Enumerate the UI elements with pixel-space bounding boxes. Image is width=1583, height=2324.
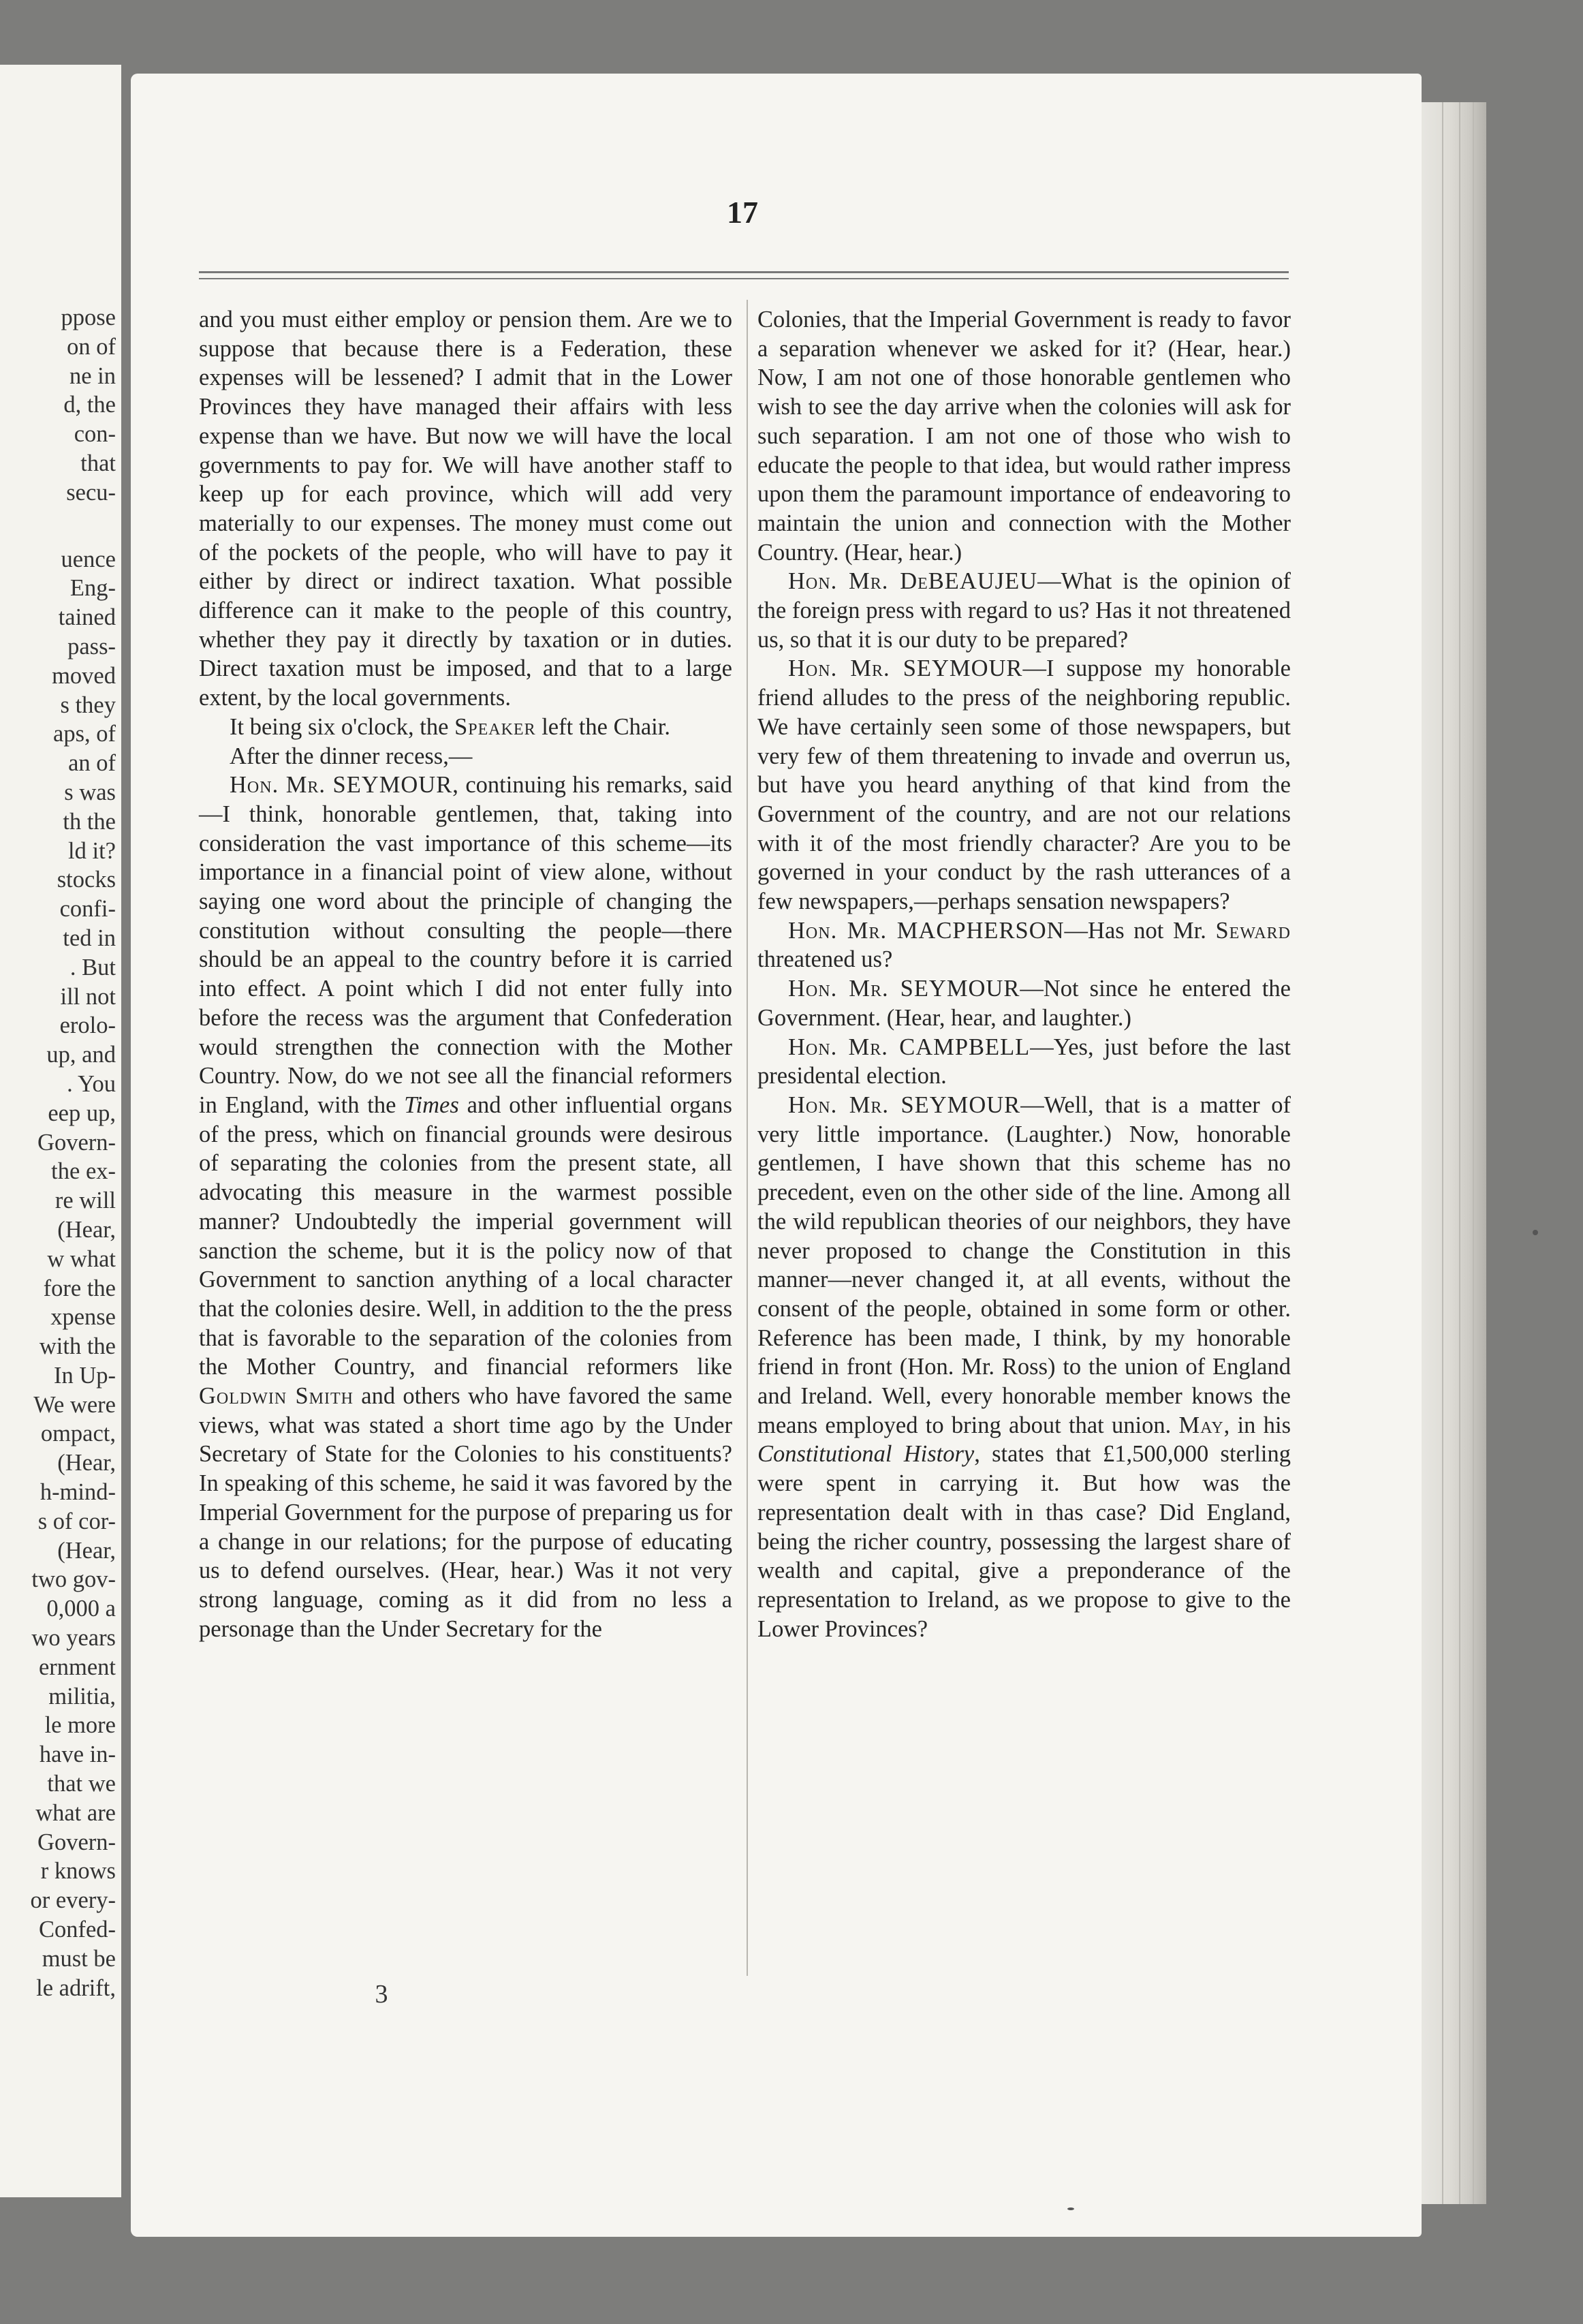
left-page-line: secu- bbox=[66, 479, 116, 506]
left-page-line: or every- bbox=[30, 1887, 116, 1914]
left-page-line: pass- bbox=[67, 633, 116, 660]
left-page-line: . But bbox=[69, 954, 116, 980]
left-page-line: on of bbox=[67, 333, 116, 360]
left-page-line: ernment bbox=[38, 1654, 116, 1680]
left-page-fragment bbox=[0, 65, 121, 2197]
speaker-name: Hon. Mr. CAMPBELL bbox=[788, 1034, 1031, 1060]
left-page-line: ill not bbox=[60, 983, 116, 1010]
page-number: 17 bbox=[727, 195, 758, 230]
left-page-line: fore the bbox=[43, 1275, 116, 1301]
speaker-name: Hon. Mr. SEYMOUR bbox=[788, 655, 1023, 682]
left-column bbox=[199, 305, 732, 1643]
left-page-line: Confed- bbox=[38, 1917, 116, 1943]
left-page-text bbox=[0, 303, 116, 2002]
left-page-line: In Up- bbox=[53, 1362, 116, 1389]
left-page-line: ne in bbox=[69, 362, 116, 389]
left-page-line: . You bbox=[67, 1070, 116, 1097]
left-page-line: 0,000 a bbox=[46, 1596, 116, 1622]
left-page-line: that bbox=[80, 450, 116, 476]
column-divider bbox=[747, 300, 748, 1976]
left-page-line: erolo- bbox=[59, 1012, 116, 1039]
header-rule-top bbox=[199, 271, 1289, 273]
paragraph: and you must either employ or pension them. Are we to suppose that because there is a Federation, these expenses will be lessened? I admit that in the Lower Provinces they have managed their affairs with less expense than we have. But now we will have the local governments to pay for. We will have another staff to keep up for each province, which will add very materially to our expenses. The money must come out of the pockets of the people, who will have to pay it either by direct or indirect taxation. What possible difference can it make to the people of this country, whether they pay it directly by taxation or in duties. Direct taxation must be imposed, and that to a large extent, by the local governments. bbox=[199, 307, 732, 711]
left-page-line: h-mind- bbox=[40, 1479, 116, 1506]
paragraph: After the dinner recess,— bbox=[230, 743, 473, 769]
left-page-line: Eng- bbox=[69, 575, 116, 602]
left-page-line: ted in bbox=[63, 925, 116, 951]
left-page-line: stocks bbox=[57, 867, 116, 893]
dust-speck bbox=[1067, 2207, 1074, 2210]
left-page-line: le more bbox=[44, 1712, 116, 1739]
header-rule-bottom bbox=[199, 278, 1289, 279]
left-page-line: (Hear, bbox=[57, 1450, 116, 1476]
left-page-line: confi- bbox=[59, 896, 116, 923]
left-page-line: d, the bbox=[63, 392, 116, 418]
left-page-line: le adrift, bbox=[36, 1974, 116, 2001]
left-page-line: ppose bbox=[61, 305, 116, 330]
left-page-line: w what bbox=[47, 1245, 116, 1272]
left-page-line: ompact, bbox=[40, 1421, 116, 1447]
left-page-line: tained bbox=[58, 604, 116, 631]
left-page-line: that we bbox=[47, 1771, 116, 1797]
left-page-line: with the bbox=[39, 1333, 116, 1360]
right-column bbox=[757, 305, 1291, 1643]
left-page-line: aps, of bbox=[53, 721, 116, 747]
paragraph: Hon. Mr. SEYMOUR—Well, that is a matter of very little importance. (Laughter.) Now, honorable gentlemen, I have shown that this scheme has no precedent, even on the other side of the line. Among all the wild republican theories of our neighbors, they have never proposed to change the Constitution in this manner—never changed it, at all events, without the consent of the people, obtained in some form or other. Reference has been made, I think, by my honorable friend in front (Hon. Mr. Ross) to the union of England and Ireland. Well, every honorable member knows the means employed to bring about that union. May, in his Constitutional History, states that £1,500,000 sterling were spent in carrying it. But how was the representation dealt with in thas case? Did England, being the richer country, possessing the largest share of wealth and capital, give a preponderance of the representation to Ireland, as we propose to give to the Lower Provinces? bbox=[757, 1091, 1291, 1642]
left-page-line: ld it? bbox=[68, 837, 116, 864]
left-page-line: s they bbox=[60, 692, 116, 718]
left-page-line: must be bbox=[42, 1945, 116, 1972]
paragraph: Hon. Mr. SEYMOUR, continuing his remarks, said—I think, honorable gentlemen, that, taking into consideration the vast importance of this scheme—its importance in a financial point of view alone, without saying one word about the principle of changing the constitution without consulting the people—there should be an appeal to the country before it is carried into effect. A point which I did not enter fully into before the recess was the argument that Confederation would strengthen the connection with the Mother Country. Now, do we not see all the financial reformers in England, with the Times and other influential organs of the press, which on financial grounds were desirous of separating the colonies from the present state, all advocating this measure in the warmest possible manner? Undoubtedly the imperial government will sanction the scheme, but it is the policy now of that Government to sanction anything of a local character that the colonies desire. Well, in addition to the the press that is favorable to the separation of the colonies from the Mother Country, and financial reformers like Goldwin Smith and others who have favored the same views, what was stated a short time ago by the Under Secretary of State for the Colonies to his constituents? In speaking of this scheme, he said it was favored by the Imperial Government for the purpose of preparing us for a change in our relations; for the purpose of educating us to defend ourselves. (Hear, hear.) Was it not very strong language, coming as it did from no less a personage than the Under Secretary for the bbox=[199, 772, 732, 1642]
left-page-line: con- bbox=[74, 421, 116, 448]
speaker-name: Hon. Mr. SEYMOUR, bbox=[230, 772, 459, 799]
left-page-line: re will bbox=[54, 1188, 116, 1214]
left-page-line: up, and bbox=[46, 1042, 116, 1068]
page-edge bbox=[1422, 102, 1486, 2204]
dust-speck bbox=[1533, 1230, 1538, 1235]
left-page-line: uence bbox=[61, 546, 116, 572]
left-page-line: the ex- bbox=[51, 1158, 116, 1185]
paragraph: Hon. Mr. DeBEAUJEU—What is the opinion of the foreign press with regard to us? Has it not threatened us, so that it is our duty to be prepared? bbox=[757, 568, 1291, 653]
left-page-line: r knows bbox=[40, 1858, 116, 1885]
paragraph: It being six o'clock, the Speaker left the Chair. bbox=[230, 713, 670, 740]
left-page-line: militia, bbox=[48, 1683, 116, 1709]
left-page-line: (Hear, bbox=[57, 1537, 116, 1564]
speaker-name: Hon. Mr. SEYMOUR bbox=[788, 976, 1020, 1002]
left-page-line: have in- bbox=[39, 1741, 116, 1768]
paragraph: Hon. Mr. SEYMOUR—I suppose my honorable friend alludes to the press of the neighboring republic. We have certainly seen some of those newspapers, but very few of them threatening to invade and overrun us, but have you heard anything of that kind from the Government of the country, and are not our relations with it of the most friendly character? Are you to be governed in your conduct by the rash utterances of a few newspapers,—perhaps sensation newspapers? bbox=[757, 655, 1291, 915]
left-page-line: s was bbox=[64, 779, 116, 805]
paragraph: Hon. Mr. CAMPBELL—Yes, just before the last presidental election. bbox=[757, 1034, 1291, 1089]
left-page-line: s of cor- bbox=[37, 1508, 116, 1534]
left-page-line: th the bbox=[63, 808, 116, 835]
left-page-line: xpense bbox=[50, 1304, 116, 1331]
speaker-name: Hon. Mr. MACPHERSON bbox=[788, 917, 1065, 944]
left-page-line: wo years bbox=[31, 1625, 116, 1652]
signature-mark: 3 bbox=[375, 1980, 388, 2009]
left-page-line: (Hear, bbox=[57, 1216, 116, 1243]
left-page-line: an of bbox=[68, 750, 116, 777]
paragraph: Colonies, that the Imperial Government is ready to favor a separation whenever we asked for it? (Hear, hear.) Now, I am not one of those honorable gentlemen who wish to see the day arrive when the colonies will ask for such separation. I am not one of those who wish to educate the people to that idea, but would rather impress upon them the paramount importance of endeavoring to maintain the union and connection with the Mother Country. (Hear, hear.) bbox=[757, 307, 1291, 565]
left-page-line: Govern- bbox=[37, 1829, 116, 1855]
paragraph: Hon. Mr. SEYMOUR—Not since he entered the Government. (Hear, hear, and laughter.) bbox=[757, 976, 1291, 1031]
speaker-name: Hon. Mr. SEYMOUR bbox=[788, 1091, 1021, 1118]
speaker-name: Hon. Mr. DeBEAUJEU bbox=[788, 568, 1038, 595]
left-page-line: Govern- bbox=[37, 1129, 116, 1156]
left-page-line: what are bbox=[35, 1799, 116, 1826]
left-page-line: eep up, bbox=[48, 1100, 116, 1126]
paragraph: Hon. Mr. MACPHERSON—Has not Mr. Seward threatened us? bbox=[757, 917, 1291, 973]
left-page-line: We were bbox=[33, 1391, 116, 1418]
left-page-line: moved bbox=[52, 662, 116, 689]
left-page-line: two gov- bbox=[31, 1566, 116, 1593]
